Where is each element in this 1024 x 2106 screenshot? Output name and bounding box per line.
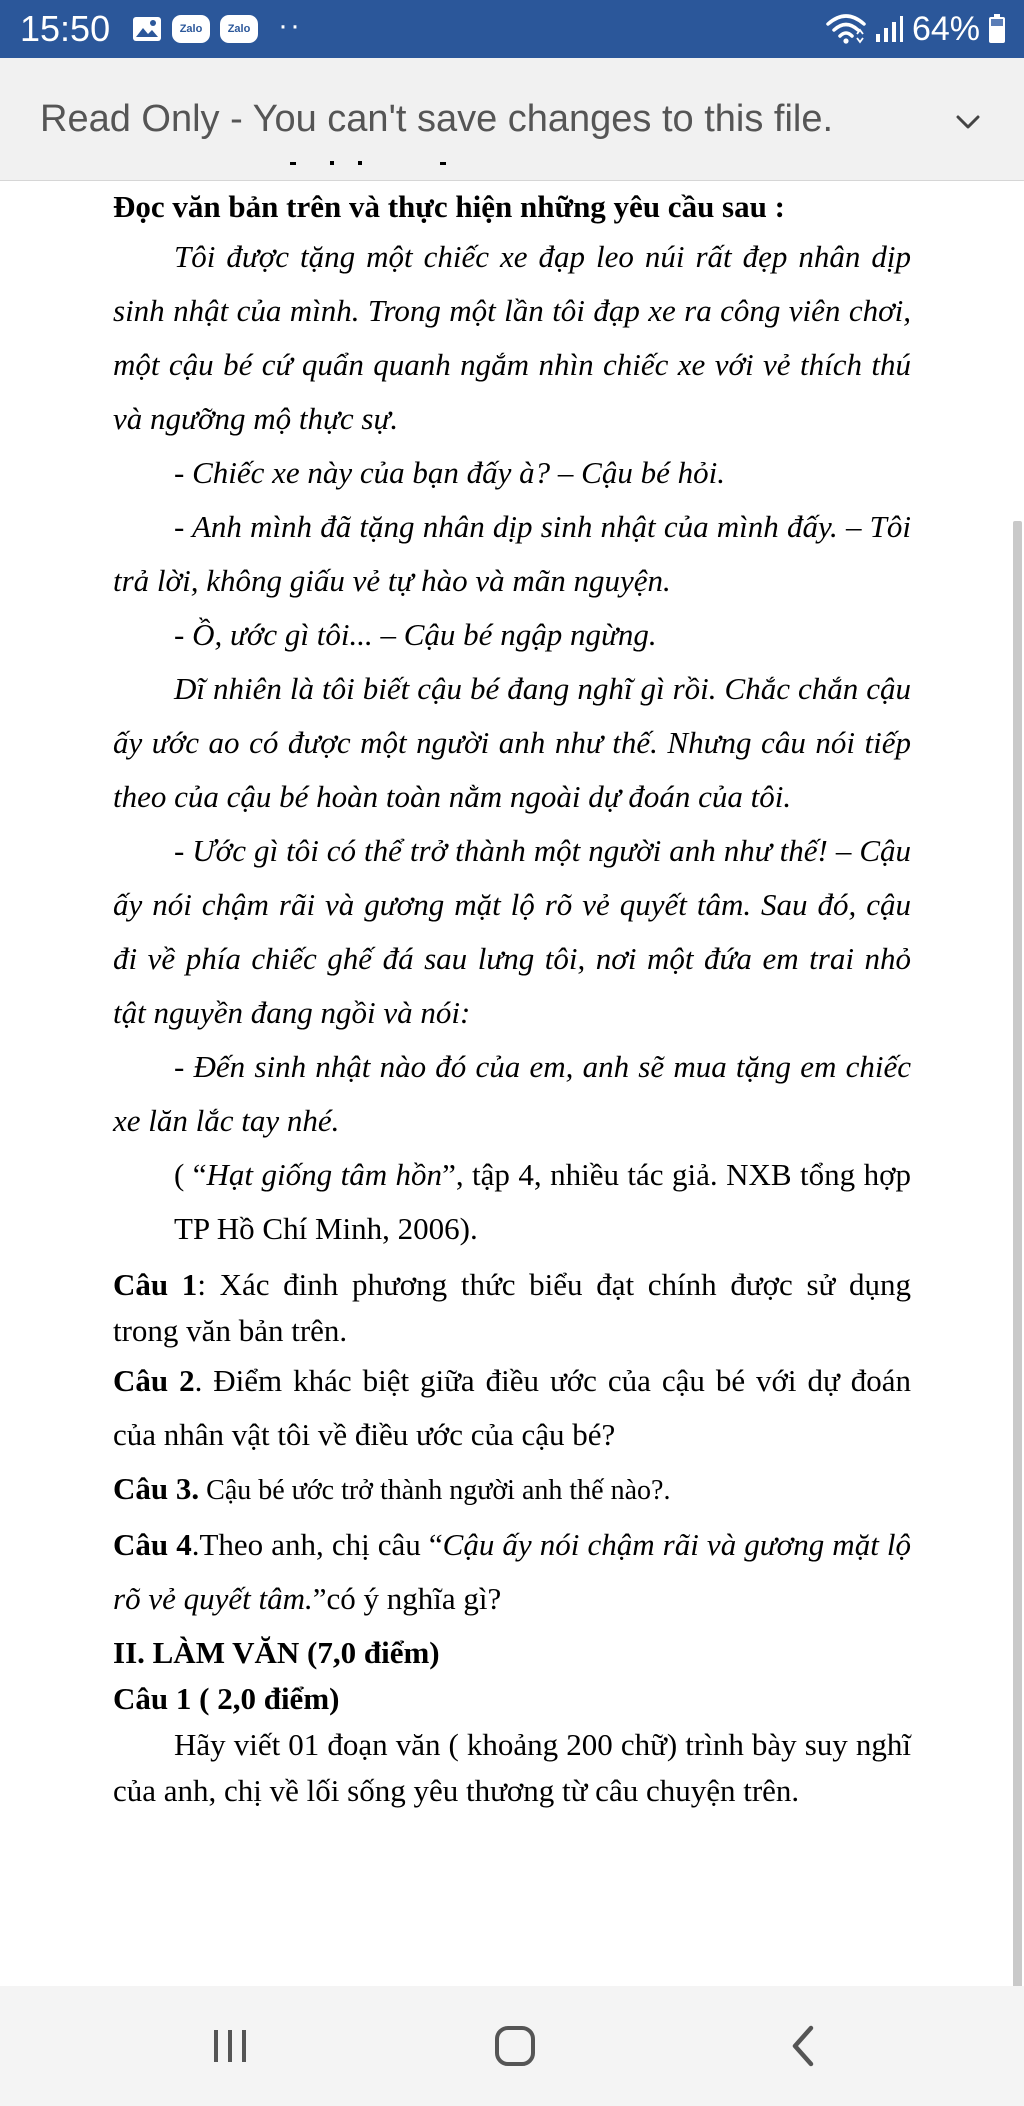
status-bar (0, 0, 1024, 58)
question-2 (113, 1354, 911, 1462)
status-time: 15:50 (20, 8, 111, 49)
question-text: : Xác đinh phương thức biểu đạt chính được sử dụng trong văn bản trên. (113, 1267, 911, 1348)
source-title: Hạt giống tâm hồn (206, 1157, 443, 1192)
back-icon[interactable] (775, 2016, 835, 2076)
story-dialogue: - Ồ, ước gì tôi... – Cậu bé ngập ngừng. (174, 617, 657, 652)
source-prefix: ( “ (174, 1157, 207, 1192)
essay-heading: Câu 1 ( 2,0 điểm) (113, 1681, 340, 1716)
question-quote: Cậu ấy nói chậm rãi và gương mặt lộ rõ vẻ quyết tâm. (113, 1527, 911, 1616)
more-notifications-indicator: ·· (278, 9, 302, 42)
question-text: . Điểm khác biệt giữa điều ước của cậu bé với dự đoán của nhân vật tôi về điều ước của cậu bé? (113, 1363, 911, 1452)
question-label: Câu 1 (113, 1267, 198, 1302)
question-1 (113, 1262, 911, 1354)
story-dialogue: - Đến sinh nhật nào đó của em, anh sẽ mua tặng em chiếc xe lăn lắc tay nhé. (113, 1049, 911, 1138)
question-text: Cậu bé ước trở thành người anh thế nào?. (199, 1475, 671, 1506)
document-page (113, 184, 911, 1814)
question-4 (113, 1518, 911, 1626)
vertical-scrollbar[interactable] (1013, 521, 1022, 1986)
question-label: Câu 4 (113, 1527, 192, 1562)
gallery-icon (132, 16, 162, 42)
read-only-banner (0, 58, 1024, 181)
question-text: .Theo anh, chị câu “ (191, 1527, 443, 1562)
question-3 (113, 1462, 911, 1518)
read-only-message: Read Only - You can't save changes to this file. (40, 98, 834, 140)
zalo-icon: Zalo (172, 15, 210, 43)
question-label: Câu 2 (113, 1363, 195, 1398)
home-icon[interactable] (485, 2016, 545, 2076)
notification-icons (132, 9, 302, 46)
section-heading: II. LÀM VĂN (7,0 điểm) (113, 1635, 440, 1670)
battery-icon (988, 14, 1006, 44)
story-dialogue: - Anh mình đã tặng nhân dịp sinh nhật của mình đấy. – Tôi trả lời, không giấu vẻ tự hào và mãn nguyện. (113, 509, 911, 598)
previous-line-remnant (290, 159, 470, 165)
signal-icon (874, 14, 904, 44)
instruction-text: Đọc văn bản trên và thực hiện những yêu cầu sau : (113, 189, 785, 224)
essay-prompt: Hãy viết 01 đoạn văn ( khoảng 200 chữ) trình bày suy nghĩ của anh, chị về lối sống yêu thương từ câu chuyện trên. (113, 1727, 911, 1808)
battery-percent: 64% (911, 10, 980, 48)
wifi-icon (826, 14, 866, 44)
recent-apps-icon[interactable] (200, 2016, 260, 2076)
question-text: ”có ý nghĩa gì? (312, 1581, 502, 1616)
chevron-down-icon[interactable] (948, 102, 988, 142)
navigation-bar (0, 1986, 1024, 2106)
question-label: Câu 3. (113, 1471, 200, 1506)
system-icons (826, 8, 1006, 50)
story-paragraph: Tôi được tặng một chiếc xe đạp leo núi rất đẹp nhân dịp sinh nhật của mình. Trong một lần tôi đạp xe ra công viên chơi, một cậu bé cứ quẩn quanh ngắm nhìn chiếc xe với vẻ thích thú và ngưỡng mộ thực sự. (113, 239, 911, 436)
zalo-icon: Zalo (220, 15, 258, 43)
story-dialogue: - Chiếc xe này của bạn đấy à? – Cậu bé hỏi. (174, 455, 725, 490)
source-details: ”, tập 4, nhiều tác giả. NXB tổng hợp TP Hồ Chí Minh, 2006). (174, 1157, 911, 1246)
story-paragraph: Dĩ nhiên là tôi biết cậu bé đang nghĩ gì rồi. Chắc chắn cậu ấy ước ao có được một người anh như thế. Nhưng câu nói tiếp theo của cậu bé hoàn toàn nằm ngoài dự đoán của tôi. (113, 671, 911, 814)
source-citation (113, 1148, 911, 1256)
story-dialogue: - Ước gì tôi có thể trở thành một người anh như thế! – Cậu ấy nói chậm rãi và gương mặt lộ rõ vẻ quyết tâm. Sau đó, cậu đi về phía chiếc ghế đá sau lưng tôi, nơi một đứa em trai nhỏ tật nguyền đang ngồi và nói: (113, 833, 911, 1030)
